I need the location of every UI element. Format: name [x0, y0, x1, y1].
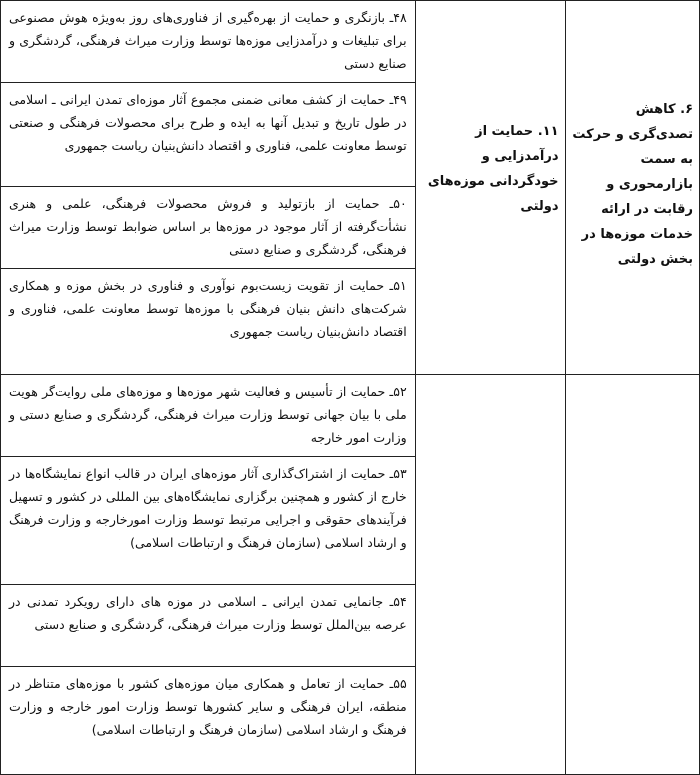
- strategy-cell: [415, 1, 565, 375]
- action-item-51: ۵۱ـ حمایت از تقویت زیست‌بوم نوآوری و فناوری در بخش موزه و همکاری شرکت‌های دانش بنیان فرهنگی با موزه‌ها توسط معاونت علمی، فناوری و اقتصاد دانش‌بنیان ریاست جمهوری: [1, 268, 415, 374]
- action-item-52: ۵۲ـ حمایت از تأسیس و فعالیت شهر موزه‌ها و موزه‌های ملی روایت‌گر هویت ملی با بیان جهانی توسط وزارت میراث فرهنگی، گردشگری و صنایع دستی و وزارت امور خارجه: [9, 384, 407, 445]
- action-item-53: ۵۳ـ حمایت از اشتراک‌گذاری آثار موزه‌های ایران در قالب انواع نمایشگاه‌ها در خارج از کشور و همچنین برگزاری نمایشگاه‌های بین المللی در کشور و تسهیل فرآیندهای حقوقی و اجرایی مرتبط توسط وزارت امورخارجه و وزارت فرهنگ و ارشاد اسلامی (سازمان فرهنگ و ارتباطات اسلامی): [1, 456, 415, 584]
- goal-text: ۶. کاهش تصدی‌گری و حرکت به سمت بازارمحوری و رقابت در ارائه خدمات موزه‌ها در بخش دولتی: [572, 102, 693, 267]
- action-item-50: ۵۰ـ حمایت از بازتولید و فروش محصولات فرهنگی، علمی و هنری نشأت‌گرفته از آثار موجود در موزه‌ها بر اساس ضوابط توسط وزارت میراث فرهنگی، گردشگری و صنایع دستی: [1, 186, 415, 268]
- action-item-49: ۴۹ـ حمایت از کشف معانی ضمنی مجموع آثار موزه‌ای تمدن ایرانی ـ اسلامی در طول تاریخ و تبدیل آنها به ایده و طرح برای محصولات فرهنگی و صنعتی توسط معاونت علمی، فناوری و اقتصاد دانش‌بنیان ریاست جمهوری: [1, 82, 415, 186]
- goal-cell-empty: [565, 375, 699, 775]
- action-item-54: ۵۴ـ جانمایی تمدن ایرانی ـ اسلامی در موزه های دارای رویکرد تمدنی در عرصه بین‌الملل توسط وزارت میراث فرهنگی، گردشگری و صنایع دستی: [1, 584, 415, 666]
- strategy-cell-empty: [415, 375, 565, 775]
- table-row: [1, 1, 700, 375]
- action-item-55: ۵۵ـ حمایت از تعامل و همکاری میان موزه‌های کشور با موزه‌های متناظر در منطقه، ایران فرهنگی و سایر کشورها توسط وزارت امور خارجه و وزارت فرهنگ و ارشاد اسلامی (سازمان فرهنگ و ارتباطات اسلامی): [1, 666, 415, 774]
- goal-cell: [565, 1, 699, 375]
- table-row: [1, 375, 700, 775]
- action-items-cell: [1, 375, 416, 775]
- action-items-cell: [1, 1, 416, 375]
- strategy-text: ۱۱. حمایت از درآمدزایی و خودگردانی موزه‌های دولتی: [427, 124, 559, 214]
- action-item-48: ۴۸ـ بازنگری و حمایت از بهره‌گیری از فناوری‌های روز به‌ویژه هوش مصنوعی برای تبلیغات و درآمدزایی موزه‌ها توسط وزارت میراث فرهنگی، گردشگری و صنایع دستی: [9, 10, 407, 71]
